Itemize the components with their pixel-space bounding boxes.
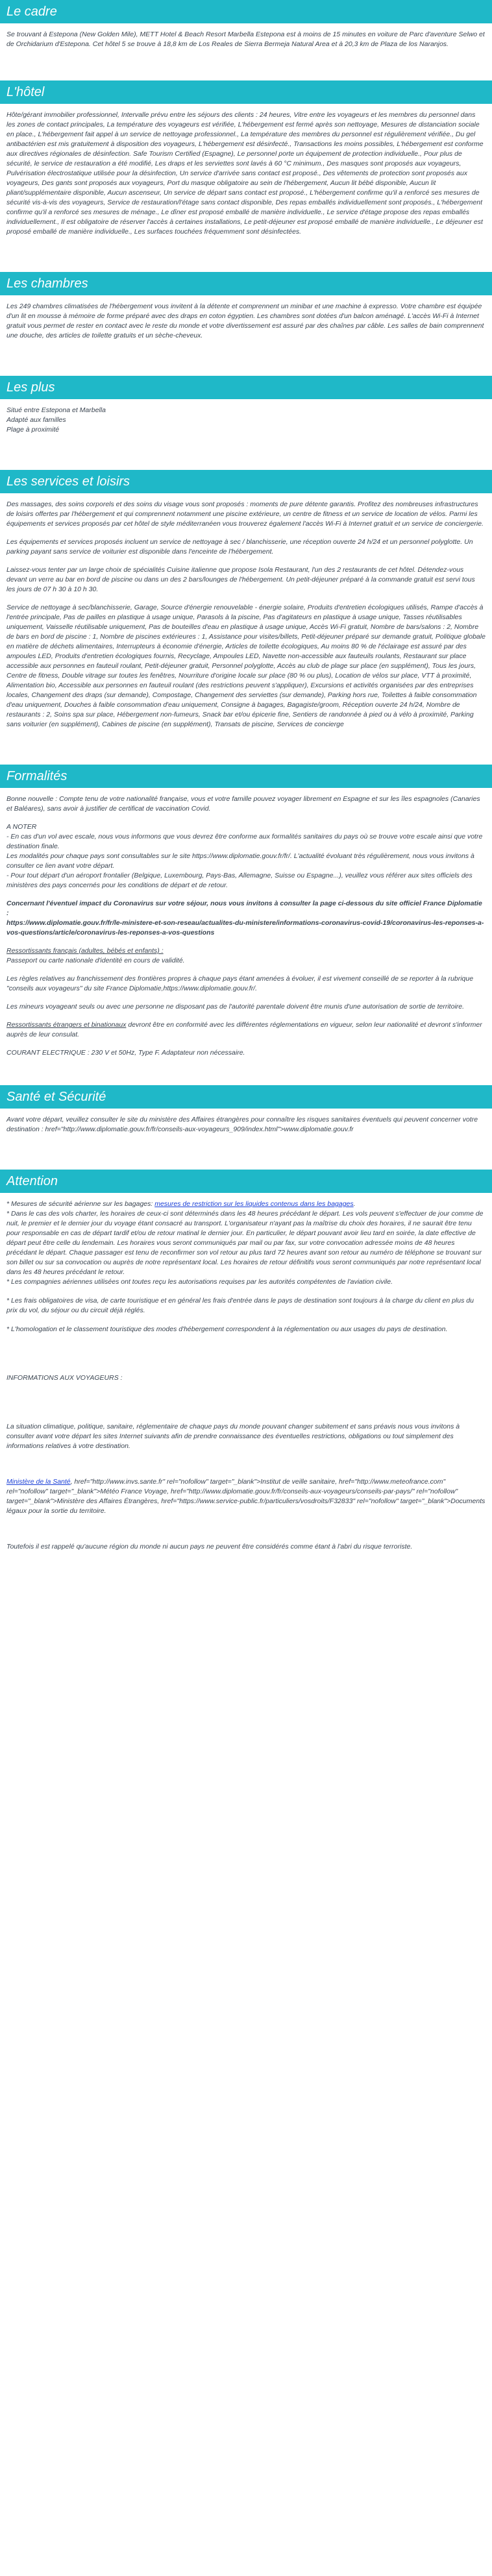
chambres-text: Les 249 chambres climatisées de l'hébergement vous invitent à la détente et comprennent un minibar et une machine à expresso. Votre chambre est équipée d'un lit en mousse à mémoire de forme préparé avec des draps en coton égyptien. Les chambres sont dotées d'un balcon aménagé. L'accès Wi-Fi à Internet gratuit vous permet de rester en contact avec le reste du monde et votre divertissement est assuré par des chaînes par câble. Les salles de bain comprennent une douche, des articles de toilette gratuits et un sèche-cheveux. bbox=[6, 302, 484, 339]
services-paragraph: Les équipements et services proposés incluent un service de nettoyage à sec / blanchisserie, une réception ouverte 24 h/24 et un personnel polyglotte. Un parking payant sans service de voiturier est disponible dans l'enceinte de l'hébergement. bbox=[6, 538, 473, 556]
cadre-text: Se trouvant à Estepona (New Golden Mile), METT Hotel & Beach Resort Marbella Estepona est à moins de 15 minutes en voiture de Parc d'aventure Selwo et de Orchidarium d'Estepona. Cet hôtel 5 se trouve à 18,8 km de Los Reales de Sierra Bermeja Natural Area et à 20,3 km de Plaza de los Naranjos. bbox=[6, 31, 485, 48]
hotel-text: Hôte/gérant immobilier professionnel, Intervalle prévu entre les séjours des clients : 24 heures, Vitre entre les voyageurs et les membres du personnel dans les zones de contact principales, La température des voyageurs est vérifiée, L'hébergement est fermé après son nettoyage, Mesures de distanciation sociale en place., L'hébergement fait appel à un service de nettoyage professionnel., La température des membres du personnel est régulièrement vérifiée., Du gel antibactérien est mis gratuitement à disposition des voyageurs, L'hébergement est désinfecté., Transactions les moins possibles, L'hébergement est conforme aux directives régionales de désinfection. Safe Tourism Certified (Espagne), Le personnel porte un équipement de protection individuelle., Pour plus de sécurité, le service de restauration a été modifié, Les draps et les serviettes sont lavés à 60 °C minimum., Des masques sont proposés aux voyageurs, Pulvérisation électrostatique utilisée pour la désinfection, Un service d'arrivée sans contact est proposé., Des vêtements de protection sont proposés aux voyageurs, Des gants sont proposés aux voyageurs, Port du masque obligatoire au sein de l'hébergement, Aucun lit bébé disponible, Aucun lit pliant/supplémentaire disponible, Aucun ascenseur, Un service de départ sans contact est proposé., L'hébergement confirme qu'il a renforcé ses mesures de sécurité vis-à-vis des voyageurs, Service de restauration/l'étage sans contact disponible, Des repas emballés individuellement sont proposés., L'hébergement confirme qu'il a renforcé ses mesures de ménage., Le dîner est proposé emballé de manière individuelle., Le service d'étage propose des repas emballés individuellement., Il est obligatoire de réserver l'accès à certaines installations, Le petit-déjeuner est proposé emballé de manière individuelle., Le déjeuner est proposé emballé de manière individuelle., Les surfaces touchées fréquemment sont désinfectées. bbox=[6, 111, 484, 236]
attention-bagages-end: . bbox=[353, 1200, 356, 1208]
section-plus bbox=[0, 376, 492, 440]
ressortissants-francais-text: Passeport ou carte nationale d'identité en cours de validité. bbox=[6, 957, 185, 964]
ressortissants-etrangers bbox=[6, 1020, 486, 1040]
section-title-formalites: Formalités bbox=[0, 765, 492, 788]
a-noter-label: A NOTER bbox=[6, 823, 37, 831]
coronavirus-notice-text: Concernant l'éventuel impact du Coronavirus sur votre séjour, nous vous invitons à consulter la page ci-dessous du site officiel France Diplomatie : bbox=[6, 900, 482, 917]
ressortissants-etrangers-text: devront être en conformité avec les différentes réglementations en vigueur, selon leur nationalité et devront s'informer auprès de leur consulat. bbox=[6, 1021, 482, 1038]
formalites-frontieres: Les règles relatives au franchissement des frontières propres à chaque pays étant amenées à évoluer, il est vivement conseillé de se reporter à la rubrique "conseils aux voyageurs" du site France Diplomatie,https://www.diplomatie.gouv.fr/. bbox=[6, 975, 474, 992]
formalites-modalites: Les modalités pour chaque pays sont consultables sur le site https://www.diplomatie.gouv.fr/fr/. L'actualité évoluant très régulièrement, nous vous invitons à consulter ce lien avant votre départ. bbox=[6, 852, 474, 870]
liquides-restriction-link[interactable]: mesures de restriction sur les liquides contenus dans les bagages bbox=[154, 1200, 354, 1208]
plus-item: Situé entre Estepona et Marbella bbox=[6, 406, 106, 414]
ressortissants-francais-title: Ressortissants français (adultes, bébés et enfants) : bbox=[6, 947, 164, 955]
section-hotel bbox=[0, 80, 492, 242]
section-cadre bbox=[0, 0, 492, 55]
services-paragraph: Laissez-vous tenter par un large choix de spécialités Cuisine italienne que propose Isola Restaurant, l'un des 2 restaurants de cet hôtel. Détendez-vous devant un verre au bar en bord de piscine ou dans un des 2 bars/lounges de l'hébergement. Un petit-déjeuner préparé à la commande gratuit est servi tous les jours de 07 h 30 à 10 h 30. bbox=[6, 566, 475, 593]
courant-electrique: COURANT ELECTRIQUE : 230 V et 50Hz, Type F. Adaptateur non nécessaire. bbox=[6, 1049, 245, 1057]
informations-voyageurs-title: INFORMATIONS AUX VOYAGEURS : bbox=[6, 1374, 123, 1382]
section-formalites bbox=[0, 765, 492, 1063]
formalites-mineurs: Les mineurs voyageant seuls ou avec une personne ne disposant pas de l'autorité parentale doivent être munis d'une autorisation de sortie de territoire. bbox=[6, 1003, 465, 1011]
section-title-hotel: L'hôtel bbox=[0, 80, 492, 104]
formalites-intro: Bonne nouvelle : Compte tenu de votre nationalité française, vous et votre famille pouvez voyager librement en Espagne et sur les îles espagnoles (Canaries et Baléares), sans avoir à justifier de certificat de vaccination Covid. bbox=[6, 795, 480, 813]
formalites-escale: - En cas d'un vol avec escale, nous vous informons que vous devrez être conforme aux formalités sanitaires du pays où se trouve votre escale ainsi que votre destination finale. bbox=[6, 833, 483, 850]
plus-item: Plage à proximité bbox=[6, 426, 60, 434]
attention-visa: * Les frais obligatoires de visa, de carte touristique et en général les frais d'entrée dans le pays de destination sont toujours à la charge du client en plus du prix du vol, du séjour ou du circuit déjà réglés. bbox=[6, 1297, 474, 1314]
section-services bbox=[0, 470, 492, 735]
section-title-sante: Santé et Sécurité bbox=[0, 1085, 492, 1109]
plus-item: Adapté aux familles bbox=[6, 416, 66, 424]
coronavirus-link[interactable]: https://www.diplomatie.gouv.fr/fr/le-ministere-et-son-reseau/actualites-du-ministere/informations-coronavirus-covid-19/coronavirus-les-reponses-a-vos-questions/article/coronavirus-les-reponses-a-vos-questions bbox=[6, 919, 484, 937]
section-chambres bbox=[0, 272, 492, 346]
section-title-plus: Les plus bbox=[0, 376, 492, 399]
services-list: Service de nettoyage à sec/blanchisserie, Garage, Source d'énergie renouvelable - énergie solaire, Produits d'entretien écologiques utilisés, Rampe d'accès à l'entrée principale, Pas de pailles en plastique à usage unique, Parasols à la piscine, Pas d'agitateurs en plastique à usage unique, Tasses réutilisables uniquement, Vaisselle réutilisable uniquement, Pas de bouteilles d'eau en plastique à usage unique, Accès Wi-Fi gratuit, Nombre de bars/salons : 2, Nombre de bars en bord de piscine : 1, Nombre de piscines extérieures : 1, Assistance pour visites/billets, Petit-déjeuner préparé sur demande gratuit, Politique globale en matière de déchets alimentaires, Interrupteurs à économie d'énergie, Articles de toilette écologiques, Au moins 80 % de l'éclairage est assuré par des ampoules LED, Produits d'entretien écologiques fournis, Recyclage, Ampoules LED, Navette non-accessible aux fauteuils roulants, Restaurant sur place accessible aux personnes en fauteuil roulant, Petit-déjeuner gratuit, Personnel polyglotte, Accès au club de plage sur place (en supplément), Tous les jours, Centre de fitness, Double vitrage sur toutes les fenêtres, Nourriture d'origine locale sur place (80 % ou plus), Location de vélos sur place, VTT à proximité, Alimentation bio, Accessible aux personnes en fauteuil roulant (des restrictions peuvent s'appliquer), Excursions et activités organisées par des entreprises locales, Changement des draps (sur demande), Compostage, Changement des serviettes (sur demande), Parking hors rue, Toilettes à faible consommation d'eau uniquement, Douches à faible consommation d'eau uniquement, Consigne à bagages, Bagagiste/groom, Réception ouverte 24 h/24, Nombre de restaurants : 2, Soins spa sur place, Hébergement non-fumeurs, Snack bar et/ou épicerie fine, Sentiers de randonnée à pied ou à vélo à proximité, Parking sans voiturier (en supplément), Cabines de piscine (en supplément), Transats de piscine, Services de concierge bbox=[6, 604, 486, 728]
terrorisme-notice: Toutefois il est rappelé qu'aucune région du monde ni aucun pays ne peuvent être considérés comme étant à l'abri du risque terroriste. bbox=[6, 1543, 413, 1551]
section-title-cadre: Le cadre bbox=[0, 0, 492, 23]
coronavirus-notice bbox=[6, 899, 486, 918]
attention-charter: * Dans le cas des vols charter, les horaires de ceux-ci sont déterminés dans les 48 heures précédant le départ. Les vols peuvent s'effectuer de jour comme de nuit, le premier et le dernier jour du voyage étant consacré au transport. L'organisateur n'ayant pas la maîtrise du choix des horaires, il ne saurait être tenu pour responsable en cas de départ tardif et/ou de retour matinal le dernier jour. En particulier, le départ pouvant avoir lieu tard en soirée, la date effective de départ peut être celle du lendemain. Les horaires vous seront communiqués par mail ou par fax, sur votre convocation adressée moins de 48 heures précédant le départ. Chaque passager est tenu de reconfirmer son vol retour au plus tard 72 heures avant son retour au numéro de téléphone se trouvant sur son billet ou sur sa convocation ou auprès de notre représentant local. Les horaires de retour définitifs vous seront communiqués par notre représentant local dans les 48 heures précédant le retour. bbox=[6, 1210, 484, 1276]
situation-text: La situation climatique, politique, sanitaire, réglementaire de chaque pays du monde pouvant changer subitement et sans préavis nous vous invitons à consulter avant votre départ les sites Internet suivants afin de prendre connaissance des éventuelles restrictions, obligations ou tout simplement des informations relatives à votre destination. bbox=[6, 1423, 460, 1450]
attention-compagnies: * Les compagnies aériennes utilisées ont toutes reçu les autorisations requises par les autorités compétentes de l'aviation civile. bbox=[6, 1278, 393, 1286]
sante-text: Avant votre départ, veuillez consulter le site du ministère des Affaires étrangères pour connaître les risques sanitaires éventuels qui peuvent concerner votre destination : href="http://www.diplomatie.gouv.fr/fr/conseils-aux-voyageurs_909/index.html">www.diplomatie.gouv.fr bbox=[6, 1116, 478, 1133]
section-title-chambres: Les chambres bbox=[0, 272, 492, 295]
section-sante bbox=[0, 1085, 492, 1140]
sites-officiels-text: , href="http://www.invs.sante.fr" rel="nofollow" target="_blank">Institut de veille sanitaire, href="http://www.meteofrance.com" rel="nofollow" target="_blank">Météo France Voyage, href="http://www.diplomatie.gouv.fr/fr/conseils-aux-voyageurs/conseils-par-pays/" rel="nofollow" target="_blank">Ministère des Affaires Étrangères, href="https://www.service-public.fr/particuliers/vosdroits/F32833" rel="nofollow" target="_blank">Documents légaux pour la sortie du territoire. bbox=[6, 1478, 486, 1515]
attention-bagages bbox=[6, 1199, 486, 1209]
section-title-attention: Attention bbox=[0, 1170, 492, 1193]
ressortissants-etrangers-title: Ressortissants étrangers et binationaux bbox=[6, 1021, 127, 1029]
formalites-aeroport: - Pour tout départ d'un aéroport frontalier (Belgique, Luxembourg, Pays-Bas, Allemagne, Suisse ou Espagne...), veuillez vous référer aux sites officiels des ministères des pays concernés pour les conditions de départ et de retour. bbox=[6, 872, 473, 889]
services-paragraph: Des massages, des soins corporels et des soins du visage vous sont proposés : moments de pure détente garantis. Profitez des nombreuses infrastructures de loisirs offertes par l'hébergement et qui comprennent notamment une piscine extérieure, un centre de fitness et un service de location de vélos. Parmi les équipements et services proposés par cet hôtel de style méditerranéen vous trouverez également l'accès Wi-Fi à Internet gratuit et un service de conciergerie. bbox=[6, 500, 484, 528]
section-title-services: Les services et loisirs bbox=[0, 470, 492, 493]
sites-officiels bbox=[6, 1477, 486, 1516]
attention-bagages-text: * Mesures de sécurité aérienne sur les bagages: bbox=[6, 1200, 155, 1208]
attention-homologation: * L'homologation et le classement touristique des modes d'hébergement correspondent à la réglementation ou aux usages du pays de destination. bbox=[6, 1325, 448, 1333]
section-attention bbox=[0, 1170, 492, 1557]
ministere-sante-link[interactable]: Ministère de la Santé bbox=[6, 1478, 71, 1486]
